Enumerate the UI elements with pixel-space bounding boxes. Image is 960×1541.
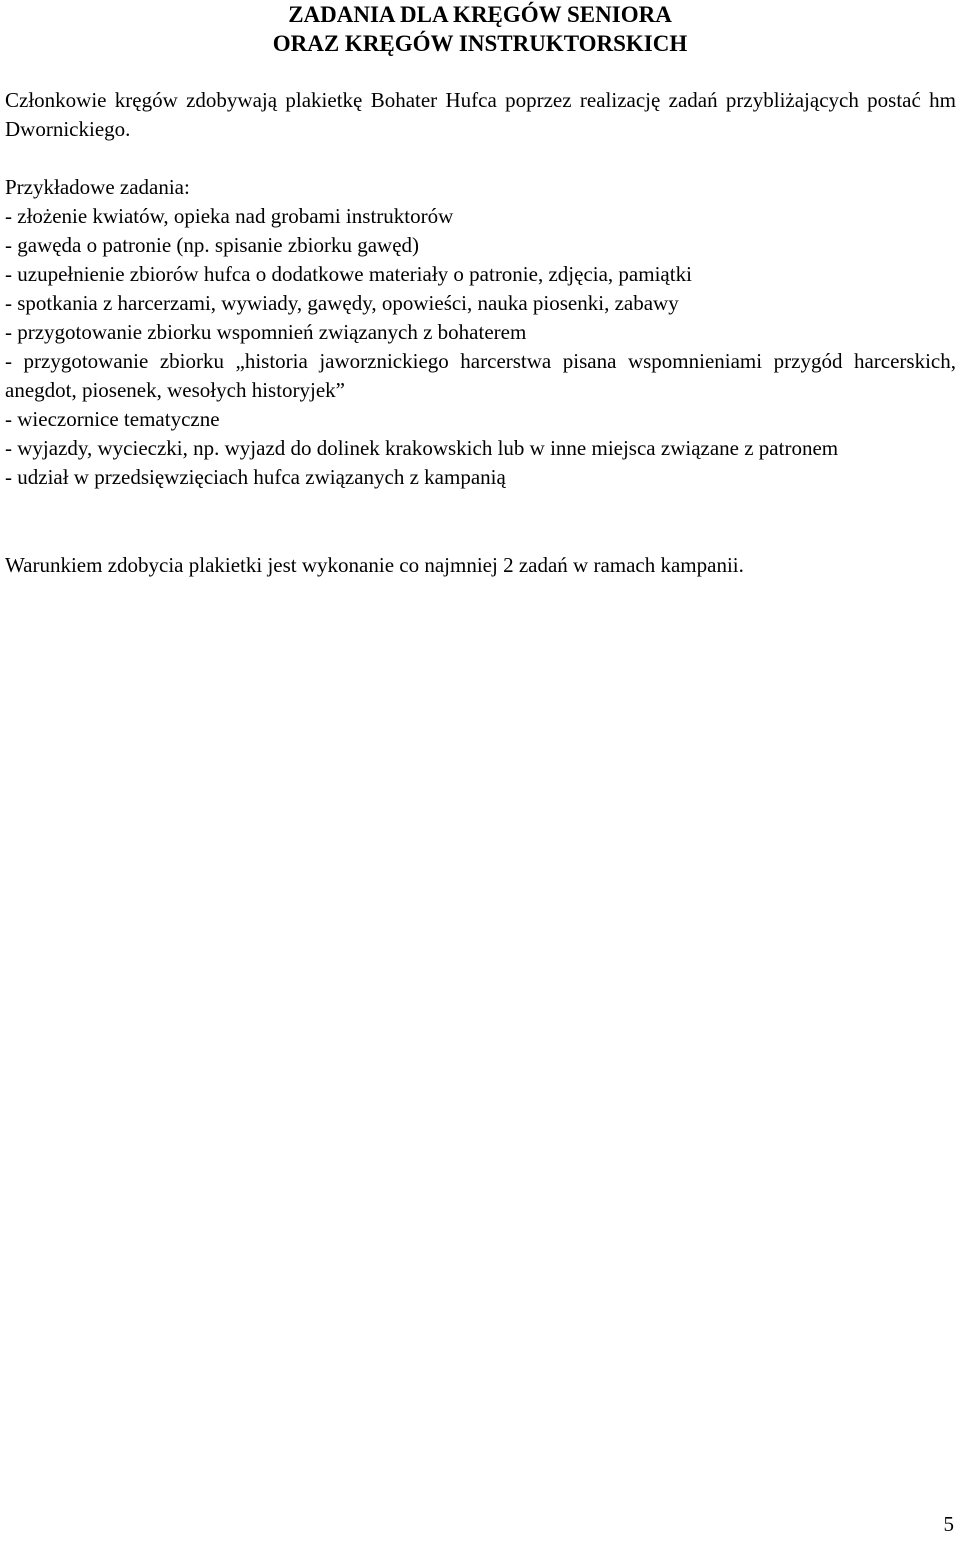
page-number: 5 (943, 1512, 954, 1536)
task-item: - uzupełnienie zbiorów hufca o dodatkowe materiały o patronie, zdjęcia, pamiątki (5, 262, 692, 286)
examples-section (5, 173, 956, 492)
page-title (0, 0, 960, 58)
conclusion-paragraph: Warunkiem zdobycia plakietki jest wykonanie co najmniej 2 zadań w ramach kampanii. (5, 553, 744, 577)
task-item: - złożenie kwiatów, opieka nad grobami instruktorów (5, 204, 454, 228)
task-item: - gawęda o patronie (np. spisanie zbiorku gawęd) (5, 233, 420, 257)
task-item: - przygotowanie zbiorku „historia jaworznickiego harcerstwa pisana wspomnieniami przygód harcerskich, anegdot, piosenek, wesołych historyjek” (5, 349, 956, 402)
task-item: - przygotowanie zbiorku wspomnień związanych z bohaterem (5, 320, 527, 344)
task-item: - wyjazdy, wycieczki, np. wyjazd do dolinek krakowskich lub w inne miejsca związane z patronem (5, 436, 839, 460)
task-item: - udział w przedsięwzięciach hufca związanych z kampanią (5, 465, 506, 489)
examples-heading: Przykładowe zadania: (5, 175, 190, 199)
title-line-2: ORAZ KRĘGÓW INSTRUKTORSKICH (272, 31, 688, 56)
task-item: - wieczornice tematyczne (5, 407, 220, 431)
task-item: - spotkania z harcerzami, wywiady, gawędy, opowieści, nauka piosenki, zabawy (5, 291, 679, 315)
intro-paragraph: Członkowie kręgów zdobywają plakietkę Bohater Hufca poprzez realizację zadań przybliżających postać hm Dwornickiego. (5, 88, 956, 141)
title-line-1: ZADANIA DLA KRĘGÓW SENIORA (288, 2, 672, 27)
